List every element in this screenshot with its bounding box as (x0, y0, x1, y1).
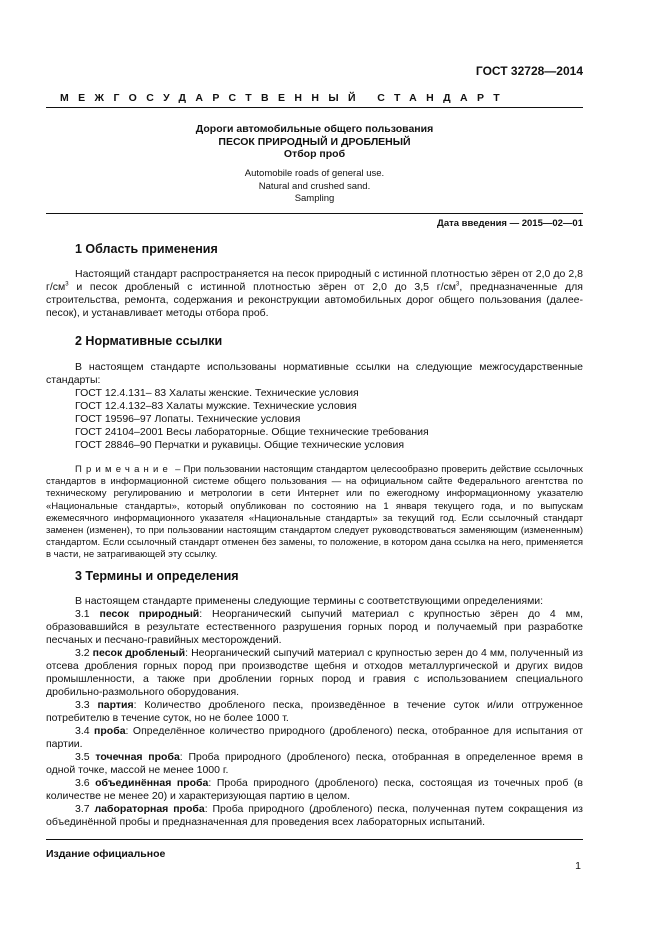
section-2-body (46, 361, 583, 452)
note-text: – При пользовании настоящим стандартом целесообразно проверить действие ссылочных стандартов в информационной системе общего пользования — на официальном сайте Федерального агентства по техническому регулированию и метрологии в сети Интернет или по ежегодному информационному указателю «Национальные стандарты», который опубликован по состоянию на 1 января текущего года, и по выпускам ежемесячного информационного указателя «Национальные стандарты» за текущий год. Если ссылочный стандарт заменен (изменен), то при пользовании настоящим стандартом следует руководствоваться заменяющим (измененным) стандартом. Если ссылочный стандарт отменен без замены, то положение, в котором дана ссылка на него, применяется в части, не затрагивающей эту ссылку. (46, 464, 583, 561)
term-item (46, 803, 583, 829)
document-title-en (46, 168, 583, 206)
term-item (46, 725, 583, 751)
term-definition: : Неорганический сыпучий материал с крупностью зёрен до 4 мм, образовавшийся в результате естественного разрушения горных пород и получаемый при разработке песчаных и песчано-гравийных месторождений. (46, 608, 583, 646)
term-name: песок дробленый (92, 647, 186, 659)
title-ru-line-1: Дороги автомобильные общего пользования (195, 123, 434, 135)
title-en-line-2: Natural and crushed sand. (258, 180, 371, 192)
term-name: лабораторная проба (94, 803, 205, 815)
term-item (46, 751, 583, 777)
title-ru-line-2: ПЕСОК ПРИРОДНЫЙ И ДРОБЛЕНЫЙ (218, 135, 411, 148)
term-item (46, 608, 583, 647)
interstate-standard-banner: МЕЖГОСУДАРСТВЕННЫЙ СТАНДАРТ (60, 92, 510, 104)
term-name: проба (94, 725, 126, 737)
scope-text-c: , предназначенные для строительства, ремонта, содержания и реконструкции автомобильных дорог общего пользования (далее-песок), и устанавливает методы отбора проб. (46, 281, 583, 319)
title-ru-line-3: Отбор проб (283, 148, 346, 160)
term-item (46, 699, 583, 725)
section-1-heading: 1 Область применения (75, 242, 218, 256)
term-number: 3.1 (75, 608, 100, 620)
reference-item: ГОСТ 28846–90 Перчатки и рукавицы. Общие технические условия (75, 439, 405, 451)
section-1-heading-wrap (75, 242, 583, 256)
footer-divider (46, 839, 583, 840)
section-2-heading-wrap (75, 334, 583, 348)
term-definition: : Определённое количество природного (дробленого) песка, отобранное для испытания от партии. (46, 725, 584, 750)
reference-item: ГОСТ 24104–2001 Весы лабораторные. Общие технические требования (75, 426, 429, 438)
section-3-heading: 3 Термины и определения (75, 569, 239, 583)
official-edition-label: Издание официальное (46, 848, 166, 860)
document-title-ru (46, 123, 583, 161)
term-number: 3.3 (75, 699, 98, 711)
section-2-heading: 2 Нормативные ссылки (75, 334, 223, 348)
cubic-superscript-2: 3 (455, 281, 460, 288)
section-1-body (46, 268, 583, 320)
term-number: 3.7 (75, 803, 95, 815)
term-number: 3.4 (75, 725, 95, 737)
scope-text-a: Настоящий стандарт распространяется на песок природный с истинной плотностью зёрен от 2,0 до 2,8 г/см (46, 268, 583, 293)
cubic-superscript-1: 3 (65, 281, 69, 288)
term-item (46, 777, 583, 803)
term-definition: : Количество дробленого песка, произведённое в течение суток и/или отгруженное потребителю в течение суток, но не более 1000 т. (46, 699, 583, 724)
normative-references-list (46, 387, 583, 452)
title-divider (46, 213, 583, 214)
section-2-intro: В настоящем стандарте использованы нормативные ссылки на следующие межгосударственные стандарты: (46, 361, 583, 386)
section-1-paragraph (46, 268, 583, 320)
title-en-line-3: Sampling (294, 193, 335, 204)
references-note (46, 464, 583, 562)
reference-item: ГОСТ 12.4.131– 83 Халаты женские. Технические условия (75, 387, 359, 399)
term-name: объединённая проба (95, 777, 209, 789)
intro-date: Дата введения — 2015—02—01 (437, 218, 583, 229)
scope-text-b: и песок дробленый с истинной плотностью зёрен от 2,0 до 3,5 г/см (68, 281, 456, 293)
term-name: песок природный (99, 608, 200, 620)
top-divider (46, 107, 583, 108)
term-number: 3.6 (75, 777, 96, 789)
reference-item: ГОСТ 12.4.132–83 Халаты мужские. Технические условия (75, 400, 357, 412)
term-name: точечная проба (95, 751, 180, 763)
term-number: 3.2 (75, 647, 93, 659)
section-3-body (46, 595, 583, 829)
term-name: партия (97, 699, 134, 711)
term-definition: : Проба природного (дробленого) песка, полученная путем сокращения из объединённой пробы и предназначенная для проведения всех лабораторных испытаний. (46, 803, 583, 828)
note-lead: Примечание (75, 464, 172, 475)
term-item (46, 647, 583, 699)
page-number: 1 (575, 860, 581, 872)
term-definition: : Неорганический сыпучий материал с крупностью зерен до 4 мм, полученный из отсева дробления горных пород при производстве щебня и отходов металлургической и других видов промышленности, а также при дроблении горных пород и гравия с использованием специального дробильно-размольного оборудования. (46, 647, 583, 698)
reference-item: ГОСТ 19596–97 Лопаты. Технические условия (75, 413, 301, 425)
title-en-line-1: Automobile roads of general use. (244, 168, 385, 179)
term-definition: : Проба природного (дробленого) песка, состоящая из точечных проб (в количестве не менее 20) и характеризующая партию в целом. (46, 777, 584, 802)
term-definition: : Проба природного (дробленого) песка, отобранная в определенное время в одной точке, массой не менее 1000 г. (46, 751, 583, 776)
note-paragraph (46, 464, 583, 562)
section-3-heading-wrap (75, 569, 583, 583)
gost-code: ГОСТ 32728—2014 (475, 64, 583, 78)
section-3-intro: В настоящем стандарте применены следующие термины с соответствующими определениями: (75, 595, 544, 607)
term-number: 3.5 (75, 751, 96, 763)
